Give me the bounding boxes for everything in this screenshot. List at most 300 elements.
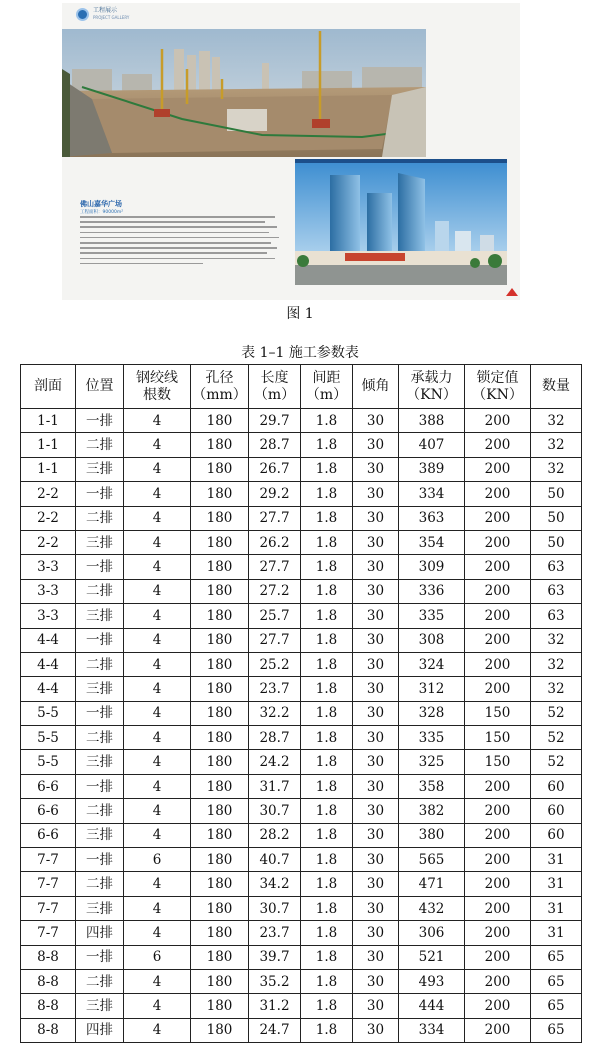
table-cell: 1.8 [301,433,353,457]
table-cell: 4 [124,457,191,481]
table-cell: 40.7 [249,848,301,872]
table-cell: 150 [465,701,531,725]
table-cell: 30 [353,482,399,506]
table-cell: 180 [191,701,249,725]
table-cell: 4 [124,701,191,725]
table-row [21,750,582,774]
table-cell: 30 [353,921,399,945]
table-caption: 表 1–1 施工参数表 [241,345,359,361]
table-row [21,774,582,798]
table-header-row [21,365,582,409]
table-cell: 1.8 [301,896,353,920]
table-cell: 180 [191,774,249,798]
table-cell: 180 [191,1018,249,1042]
table-cell: 27.7 [249,555,301,579]
table-cell: 27.7 [249,506,301,530]
table-cell: 1.8 [301,969,353,993]
table-cell: 180 [191,994,249,1018]
table-cell: 30 [353,506,399,530]
table-row [21,604,582,628]
table-cell: 5-5 [21,701,76,725]
table-cell: 200 [465,677,531,701]
table-cell: 150 [465,750,531,774]
table-cell: 312 [399,677,465,701]
table-cell: 1.8 [301,823,353,847]
table-cell: 三排 [76,994,124,1018]
column-header: 数量 [531,365,582,409]
table-cell: 65 [531,1018,582,1042]
table-cell: 4 [124,433,191,457]
table-cell: 29.2 [249,482,301,506]
table-cell: 493 [399,969,465,993]
table-cell: 50 [531,530,582,554]
table-cell: 30 [353,799,399,823]
table-cell: 四排 [76,921,124,945]
table-cell: 31 [531,848,582,872]
table-cell: 30 [353,774,399,798]
table-cell: 31 [531,896,582,920]
table-cell: 180 [191,945,249,969]
table-cell: 1-1 [21,433,76,457]
table-cell: 200 [465,896,531,920]
table-row [21,457,582,481]
table-cell: 1.8 [301,1018,353,1042]
table-cell: 一排 [76,555,124,579]
table-cell: 29.7 [249,409,301,433]
table-cell: 32 [531,652,582,676]
table-cell: 3-3 [21,555,76,579]
table-cell: 200 [465,774,531,798]
company-logo-icon [76,8,89,21]
table-row [21,628,582,652]
table-cell: 52 [531,701,582,725]
table-cell: 1.8 [301,628,353,652]
table-cell: 1.8 [301,750,353,774]
table-cell: 200 [465,506,531,530]
table-cell: 8-8 [21,969,76,993]
table-cell: 27.2 [249,579,301,603]
table-cell: 1-1 [21,409,76,433]
table-cell: 4 [124,969,191,993]
table-cell: 31 [531,872,582,896]
table-cell: 4 [124,872,191,896]
table-cell: 150 [465,726,531,750]
table-cell: 8-8 [21,1018,76,1042]
table-cell: 180 [191,555,249,579]
table-cell: 306 [399,921,465,945]
project-title: 佛山嘉华广场 [80,200,122,208]
table-cell: 30 [353,823,399,847]
table-cell: 1.8 [301,604,353,628]
table-cell: 24.7 [249,1018,301,1042]
table-cell: 60 [531,823,582,847]
table-row [21,848,582,872]
column-header: 间距 （m） [301,365,353,409]
table-cell: 23.7 [249,921,301,945]
project-rendering-photo [295,159,507,285]
table-cell: 1.8 [301,848,353,872]
table-cell: 65 [531,945,582,969]
table-cell: 180 [191,409,249,433]
table-cell: 180 [191,921,249,945]
table-cell: 1.8 [301,726,353,750]
table-cell: 60 [531,774,582,798]
table-cell: 三排 [76,677,124,701]
table-cell: 4 [124,921,191,945]
table-cell: 4 [124,579,191,603]
table-cell: 35.2 [249,969,301,993]
table-row [21,799,582,823]
table-cell: 4 [124,677,191,701]
table-row [21,701,582,725]
table-cell: 28.7 [249,726,301,750]
table-cell: 二排 [76,579,124,603]
table-cell: 200 [465,604,531,628]
table-cell: 1.8 [301,457,353,481]
table-cell: 三排 [76,750,124,774]
table-cell: 200 [465,409,531,433]
table-cell: 1.8 [301,555,353,579]
table-row [21,994,582,1018]
table-cell: 444 [399,994,465,1018]
column-header: 锁定值 （KN） [465,365,531,409]
table-row [21,482,582,506]
table-cell: 380 [399,823,465,847]
table-cell: 4 [124,409,191,433]
table-cell: 4 [124,555,191,579]
table-cell: 335 [399,604,465,628]
table-row [21,677,582,701]
table-cell: 63 [531,579,582,603]
table-cell: 39.7 [249,945,301,969]
table-cell: 1.8 [301,409,353,433]
table-cell: 30 [353,750,399,774]
table-cell: 4 [124,994,191,1018]
table-cell: 23.7 [249,677,301,701]
table-cell: 二排 [76,506,124,530]
table-cell: 407 [399,433,465,457]
table-cell: 30.7 [249,799,301,823]
table-cell: 一排 [76,945,124,969]
table-cell: 200 [465,433,531,457]
table-row [21,506,582,530]
table-cell: 358 [399,774,465,798]
table-cell: 三排 [76,896,124,920]
table-cell: 4 [124,530,191,554]
table-cell: 521 [399,945,465,969]
table-cell: 200 [465,848,531,872]
table-cell: 1.8 [301,945,353,969]
table-cell: 4 [124,482,191,506]
table-cell: 200 [465,482,531,506]
table-cell: 1.8 [301,677,353,701]
table-cell: 三排 [76,604,124,628]
table-cell: 32 [531,457,582,481]
table-cell: 200 [465,921,531,945]
project-area: 工程面积：90000m² [80,210,124,215]
table-cell: 60 [531,799,582,823]
table-cell: 三排 [76,457,124,481]
table-cell: 52 [531,750,582,774]
table-cell: 1.8 [301,994,353,1018]
table-cell: 30.7 [249,896,301,920]
table-cell: 4-4 [21,677,76,701]
table-row [21,530,582,554]
table-cell: 1.8 [301,701,353,725]
table-cell: 7-7 [21,848,76,872]
table-cell: 180 [191,652,249,676]
table-cell: 1.8 [301,774,353,798]
table-cell: 30 [353,579,399,603]
column-header: 位置 [76,365,124,409]
table-cell: 200 [465,799,531,823]
table-cell: 200 [465,994,531,1018]
table-cell: 4-4 [21,652,76,676]
table-cell: 200 [465,530,531,554]
project-description-text-block [80,216,285,268]
table-cell: 328 [399,701,465,725]
table-cell: 二排 [76,652,124,676]
table-cell: 50 [531,506,582,530]
table-cell: 200 [465,945,531,969]
column-header: 倾角 [353,365,399,409]
table-cell: 24.2 [249,750,301,774]
table-cell: 25.2 [249,652,301,676]
table-cell: 30 [353,677,399,701]
table-cell: 一排 [76,774,124,798]
table-cell: 3-3 [21,604,76,628]
table-cell: 4 [124,604,191,628]
table-cell: 1.8 [301,799,353,823]
table-cell: 432 [399,896,465,920]
figure-caption: 图 1 [286,306,314,322]
table-cell: 4 [124,799,191,823]
table-cell: 28.7 [249,433,301,457]
table-cell: 200 [465,1018,531,1042]
table-cell: 32.2 [249,701,301,725]
table-cell: 一排 [76,628,124,652]
table-cell: 63 [531,604,582,628]
column-header: 钢绞线 根数 [124,365,191,409]
table-cell: 4 [124,750,191,774]
table-cell: 30 [353,555,399,579]
page-corner-mark [506,288,518,296]
table-cell: 31 [531,921,582,945]
table-cell: 一排 [76,701,124,725]
table-cell: 1.8 [301,872,353,896]
table-row [21,969,582,993]
table-row [21,945,582,969]
table-cell: 200 [465,555,531,579]
table-cell: 63 [531,555,582,579]
table-cell: 30 [353,701,399,725]
table-cell: 26.2 [249,530,301,554]
table-row [21,896,582,920]
table-cell: 1.8 [301,579,353,603]
table-cell: 180 [191,457,249,481]
table-cell: 180 [191,872,249,896]
table-cell: 二排 [76,799,124,823]
table-cell: 1.8 [301,506,353,530]
table-cell: 3-3 [21,579,76,603]
table-cell: 4-4 [21,628,76,652]
table-cell: 三排 [76,530,124,554]
table-cell: 308 [399,628,465,652]
table-cell: 四排 [76,1018,124,1042]
table-cell: 5-5 [21,726,76,750]
table-cell: 5-5 [21,750,76,774]
table-cell: 200 [465,872,531,896]
table-cell: 200 [465,969,531,993]
table-cell: 52 [531,726,582,750]
table-cell: 25.7 [249,604,301,628]
table-row [21,1018,582,1042]
table-cell: 65 [531,969,582,993]
table-cell: 180 [191,726,249,750]
table-cell: 180 [191,677,249,701]
table-cell: 32 [531,433,582,457]
table-cell: 1.8 [301,530,353,554]
table-cell: 565 [399,848,465,872]
table-cell: 8-8 [21,945,76,969]
table-row [21,555,582,579]
table-cell: 30 [353,848,399,872]
table-cell: 180 [191,604,249,628]
table-body [21,409,582,1043]
gallery-logo [76,7,129,21]
table-cell: 一排 [76,848,124,872]
table-row [21,726,582,750]
table-cell: 30 [353,409,399,433]
table-row [21,409,582,433]
table-cell: 30 [353,994,399,1018]
table-cell: 一排 [76,482,124,506]
table-cell: 7-7 [21,872,76,896]
table-cell: 180 [191,750,249,774]
table-cell: 309 [399,555,465,579]
table-cell: 389 [399,457,465,481]
table-row [21,872,582,896]
table-cell: 4 [124,726,191,750]
table-row [21,921,582,945]
table-cell: 7-7 [21,921,76,945]
table-cell: 4 [124,652,191,676]
column-header: 承载力 （KN） [399,365,465,409]
table-cell: 6 [124,945,191,969]
table-cell: 335 [399,726,465,750]
table-row [21,652,582,676]
table-cell: 1.8 [301,482,353,506]
table-cell: 180 [191,530,249,554]
table-cell: 1.8 [301,652,353,676]
table-cell: 336 [399,579,465,603]
table-cell: 二排 [76,726,124,750]
table-cell: 27.7 [249,628,301,652]
table-cell: 50 [531,482,582,506]
table-cell: 4 [124,506,191,530]
table-cell: 471 [399,872,465,896]
table-cell: 2-2 [21,482,76,506]
table-cell: 363 [399,506,465,530]
table-cell: 31.7 [249,774,301,798]
construction-site-photo [62,29,426,157]
table-cell: 6-6 [21,823,76,847]
table-cell: 6-6 [21,774,76,798]
table-cell: 30 [353,896,399,920]
table-cell: 354 [399,530,465,554]
table-cell: 200 [465,652,531,676]
table-cell: 30 [353,945,399,969]
table-cell: 30 [353,652,399,676]
table-cell: 1.8 [301,921,353,945]
table-cell: 31.2 [249,994,301,1018]
table-cell: 4 [124,823,191,847]
table-cell: 382 [399,799,465,823]
table-cell: 二排 [76,872,124,896]
table-cell: 180 [191,433,249,457]
table-cell: 1-1 [21,457,76,481]
table-cell: 三排 [76,823,124,847]
table-row [21,433,582,457]
table-cell: 180 [191,579,249,603]
table-cell: 180 [191,823,249,847]
table-cell: 30 [353,628,399,652]
table-cell: 200 [465,457,531,481]
table-cell: 7-7 [21,896,76,920]
table-cell: 334 [399,1018,465,1042]
table-cell: 8-8 [21,994,76,1018]
table-cell: 32 [531,628,582,652]
construction-parameters-table [20,364,582,1043]
table-cell: 32 [531,409,582,433]
table-cell: 30 [353,530,399,554]
table-cell: 6-6 [21,799,76,823]
column-header: 孔径 （mm） [191,365,249,409]
logo-text: 工程展示 [93,7,118,14]
table-row [21,823,582,847]
project-figure [62,3,520,300]
table-cell: 26.7 [249,457,301,481]
table-cell: 180 [191,482,249,506]
table-cell: 334 [399,482,465,506]
table-cell: 30 [353,433,399,457]
table-cell: 34.2 [249,872,301,896]
table-cell: 一排 [76,409,124,433]
table-row [21,579,582,603]
table-cell: 180 [191,506,249,530]
table-cell: 324 [399,652,465,676]
table-cell: 4 [124,1018,191,1042]
table-cell: 32 [531,677,582,701]
table-cell: 6 [124,848,191,872]
table-cell: 200 [465,579,531,603]
table-cell: 30 [353,726,399,750]
table-cell: 200 [465,823,531,847]
table-cell: 30 [353,604,399,628]
table-cell: 4 [124,896,191,920]
table-cell: 30 [353,1018,399,1042]
table-cell: 180 [191,896,249,920]
table-cell: 30 [353,969,399,993]
table-cell: 180 [191,799,249,823]
table-cell: 325 [399,750,465,774]
column-header: 长度 （m） [249,365,301,409]
table-cell: 二排 [76,969,124,993]
table-cell: 28.2 [249,823,301,847]
table-cell: 4 [124,774,191,798]
table-cell: 30 [353,872,399,896]
table-cell: 4 [124,628,191,652]
